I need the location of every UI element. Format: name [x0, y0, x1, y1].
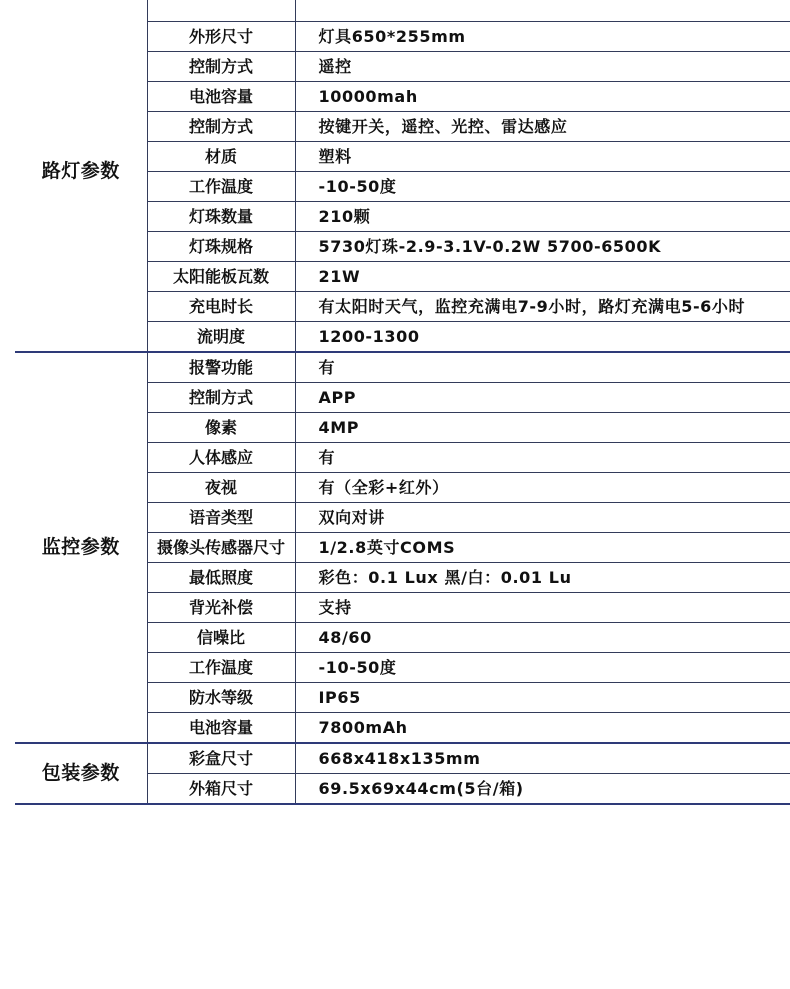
- spec-value: 灯具650*255mm: [295, 22, 790, 52]
- spec-value: 双向对讲: [295, 503, 790, 533]
- spec-label: 流明度: [147, 322, 295, 353]
- spec-table-body: [15, 0, 790, 804]
- spec-label: 背光补偿: [147, 593, 295, 623]
- spec-value: 69.5x69x44cm(5台/箱): [295, 774, 790, 805]
- table-row: [15, 352, 790, 383]
- spec-value: 彩色：0.1 Lux 黑/白：0.01 Lu: [295, 563, 790, 593]
- spec-label: 外形尺寸: [147, 22, 295, 52]
- spec-label: 控制方式: [147, 52, 295, 82]
- spec-label: 工作温度: [147, 653, 295, 683]
- spec-label: 报警功能: [147, 352, 295, 383]
- spec-label: 信噪比: [147, 623, 295, 653]
- spec-value: 1200-1300: [295, 322, 790, 353]
- spec-value: 有（全彩+红外）: [295, 473, 790, 503]
- table-row: [15, 0, 790, 22]
- spec-label: 工作温度: [147, 172, 295, 202]
- spec-value: 668x418x135mm: [295, 743, 790, 774]
- spec-value: -10-50度: [295, 172, 790, 202]
- spec-label: 摄像头传感器尺寸: [147, 533, 295, 563]
- spec-label: 充电时长: [147, 292, 295, 322]
- spec-value: -10-50度: [295, 653, 790, 683]
- spec-value: [295, 0, 790, 22]
- spec-value: 遥控: [295, 52, 790, 82]
- spec-value: 210颗: [295, 202, 790, 232]
- group-title-streetlight: 路灯参数: [15, 0, 147, 352]
- spec-value: 有: [295, 443, 790, 473]
- spec-value: 4MP: [295, 413, 790, 443]
- spec-label: 电池容量: [147, 713, 295, 744]
- spec-value: 5730灯珠-2.9-3.1V-0.2W 5700-6500K: [295, 232, 790, 262]
- spec-value: 48/60: [295, 623, 790, 653]
- spec-value: 支持: [295, 593, 790, 623]
- spec-label: [147, 0, 295, 22]
- spec-label: 灯珠规格: [147, 232, 295, 262]
- table-row: [15, 743, 790, 774]
- spec-label: 防水等级: [147, 683, 295, 713]
- spec-label: 电池容量: [147, 82, 295, 112]
- spec-value: 有: [295, 352, 790, 383]
- spec-label: 人体感应: [147, 443, 295, 473]
- spec-label: 控制方式: [147, 383, 295, 413]
- spec-value: 按键开关，遥控、光控、雷达感应: [295, 112, 790, 142]
- spec-label: 语音类型: [147, 503, 295, 533]
- spec-value: IP65: [295, 683, 790, 713]
- group-title-packaging: 包装参数: [15, 743, 147, 804]
- spec-label: 灯珠数量: [147, 202, 295, 232]
- spec-table: [15, 0, 790, 805]
- spec-label: 太阳能板瓦数: [147, 262, 295, 292]
- group-title-monitoring: 监控参数: [15, 352, 147, 743]
- spec-value: 10000mah: [295, 82, 790, 112]
- spec-value: 塑料: [295, 142, 790, 172]
- spec-label: 夜视: [147, 473, 295, 503]
- spec-label: 外箱尺寸: [147, 774, 295, 805]
- spec-label: 控制方式: [147, 112, 295, 142]
- spec-value: 21W: [295, 262, 790, 292]
- spec-label: 材质: [147, 142, 295, 172]
- spec-value: APP: [295, 383, 790, 413]
- spec-value: 7800mAh: [295, 713, 790, 744]
- spec-label: 最低照度: [147, 563, 295, 593]
- spec-label: 像素: [147, 413, 295, 443]
- spec-label: 彩盒尺寸: [147, 743, 295, 774]
- spec-value: 1/2.8英寸COMS: [295, 533, 790, 563]
- spec-value: 有太阳时天气，监控充满电7-9小时，路灯充满电5-6小时: [295, 292, 790, 322]
